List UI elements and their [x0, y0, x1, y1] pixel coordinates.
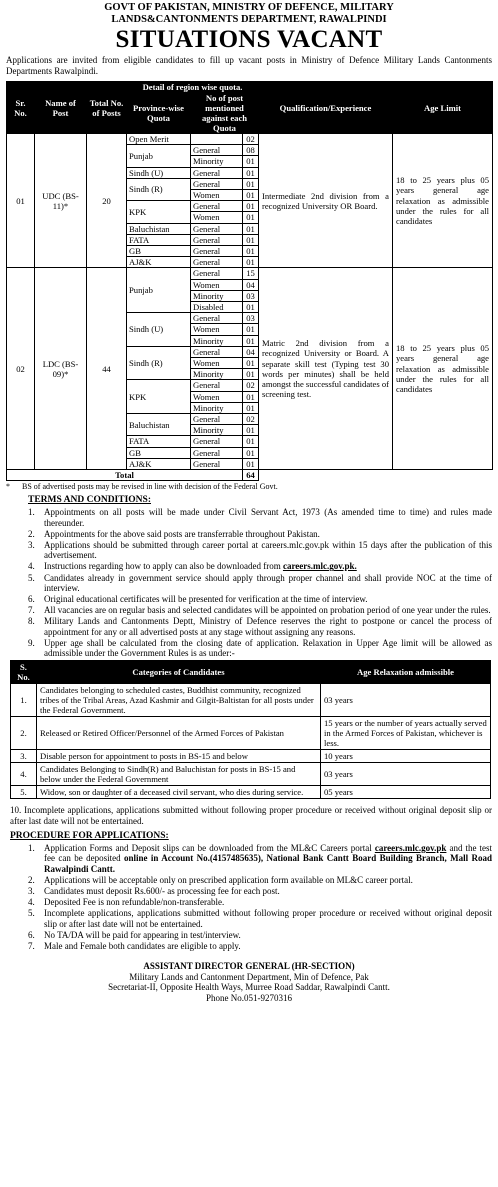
header-province: Province-wise Quota	[127, 93, 191, 134]
province-cell: FATA	[127, 436, 191, 447]
bank-account-details: online in Account No.(4157485635), National Bank Cantt Board Building Branch, Mall Road Rawalpindi Cantt.	[44, 853, 492, 874]
term-text	[44, 529, 492, 539]
term-text-main: Military Lands and Cantonments Deptt, Ministry of Defence reserves the right to postpone or cancel the process of appointment for any or all advertised posts at any stage without assigning any reasons.	[44, 616, 492, 637]
term-item	[28, 540, 492, 560]
quota-type-cell: General	[191, 414, 243, 425]
age-table-row	[11, 717, 491, 750]
quota-type-cell: Minority	[191, 425, 243, 436]
procedure-number: 2.	[28, 874, 35, 885]
quota-type-cell: Minority	[191, 402, 243, 413]
quota-type-cell: Women	[191, 279, 243, 290]
quota-type-cell: General	[191, 234, 243, 245]
procedure-text-main: Candidates must deposit Rs.600/- as processing fee for each post.	[44, 885, 280, 896]
term-number: 3.	[28, 539, 35, 550]
term-number: 2.	[28, 528, 35, 539]
footnote-mark: *	[6, 482, 10, 492]
term-item	[28, 605, 492, 615]
quota-count-cell: 01	[243, 257, 259, 268]
quota-type-cell: General	[191, 145, 243, 156]
quota-type-cell: General	[191, 223, 243, 234]
province-cell: Punjab	[127, 268, 191, 313]
procedure-text	[44, 843, 492, 874]
footnote	[6, 482, 492, 492]
age-row-relaxation: 05 years	[321, 786, 491, 799]
province-cell: GB	[127, 246, 191, 257]
qualification-cell: Intermediate 2nd division from a recognized University OR Board.	[259, 134, 393, 268]
post-sr: 02	[7, 268, 35, 470]
quota-type-cell: Minority	[191, 369, 243, 380]
quota-count-cell: 02	[243, 380, 259, 391]
term-text-main: Instructions regarding how to apply can also be downloaded from	[44, 561, 283, 572]
procedure-text	[44, 941, 492, 951]
age-header-category: Categories of Candidates	[37, 661, 321, 684]
quota-count-cell: 01	[243, 436, 259, 447]
term-number: 6.	[28, 593, 35, 604]
quota-count-cell: 01	[243, 190, 259, 201]
quota-count-cell: 15	[243, 268, 259, 279]
term-text	[44, 605, 492, 615]
age-row-sno: 4.	[11, 763, 37, 786]
post-name: UDC (BS-11)*	[35, 134, 87, 268]
term-text-main: Original educational certificates will be presented for verification at the time of interview.	[44, 593, 368, 604]
quota-count-cell: 01	[243, 391, 259, 402]
quota-type-cell: Minority	[191, 156, 243, 167]
procedure-item	[28, 908, 492, 928]
age-table-body	[11, 684, 491, 799]
quota-count-cell: 01	[243, 358, 259, 369]
age-relaxation-table	[10, 660, 491, 799]
age-row-sno: 5.	[11, 786, 37, 799]
quota-type-cell: Women	[191, 358, 243, 369]
term-text-main: Appointments on all posts will be made under Civil Servant Act, 1973 (As amended time to time) and rules made thereunder.	[44, 507, 492, 528]
procedure-text-cont: and the test fee can be deposited	[44, 843, 493, 864]
procedure-item	[28, 930, 492, 940]
header-age: Age Limit	[393, 82, 493, 134]
quota-type-cell: Women	[191, 391, 243, 402]
procedure-number: 6.	[28, 929, 35, 940]
quota-count-cell: 01	[243, 223, 259, 234]
term-number: 1.	[28, 507, 35, 518]
phone-line: Phone No.051-9270316	[206, 992, 292, 1003]
age-row-category: Candidates belonging to scheduled castes, Buddhist community, recognized tribes of the Tribal Areas, Azad Kashmir and Gilgit-Baltistan for all posts under the Federal Government.	[37, 684, 321, 717]
age-table-row	[11, 750, 491, 763]
quota-type-cell: General	[191, 346, 243, 357]
post-total: 20	[87, 134, 127, 268]
age-row-relaxation: 03 years	[321, 684, 491, 717]
quota-count-cell: 01	[243, 425, 259, 436]
quota-type-cell: General	[191, 178, 243, 189]
procedure-text	[44, 897, 492, 907]
quota-count-cell: 01	[243, 369, 259, 380]
province-cell: Open Merit	[127, 134, 191, 145]
quota-row	[7, 268, 493, 279]
term-text	[44, 616, 492, 636]
posts-table	[6, 81, 493, 481]
term-text	[44, 507, 492, 527]
province-cell: Sindh (U)	[127, 167, 191, 178]
procedure-number: 5.	[28, 908, 35, 919]
quota-count-cell: 01	[243, 201, 259, 212]
term-number: 7.	[28, 605, 35, 616]
intro-paragraph: Applications are invited from eligible candidates to fill up vacant posts in Ministry of Defence Military Lands Cantonments Departments Rawalpindi.	[6, 55, 492, 76]
province-cell: AJ&K	[127, 458, 191, 469]
term-text	[44, 561, 492, 571]
quota-count-cell: 04	[243, 346, 259, 357]
quota-type-cell: Women	[191, 212, 243, 223]
quota-count-cell: 01	[243, 246, 259, 257]
posts-table-body	[7, 134, 493, 470]
terms-list	[6, 507, 492, 658]
procedure-item	[28, 897, 492, 907]
total-row	[7, 470, 493, 481]
quota-type-cell: General	[191, 268, 243, 279]
term-item	[28, 594, 492, 604]
age-limit-cell: 18 to 25 years plus 05 years general age relaxation as admissible under the rules for all candidates	[393, 134, 493, 268]
procedure-list	[6, 843, 492, 951]
term-text	[44, 540, 492, 560]
term-item	[28, 573, 492, 593]
quota-type-cell: General	[191, 167, 243, 178]
term-number: 5.	[28, 572, 35, 583]
term-text-main: All vacancies are on regular basis and selected candidates will be appointed on probation period of one year under the rules.	[44, 605, 491, 616]
quota-type-cell: General	[191, 257, 243, 268]
age-table-row	[11, 684, 491, 717]
quota-count-cell: 01	[243, 447, 259, 458]
procedure-number: 7.	[28, 940, 35, 951]
address-line-2: Secretariat-II, Opposite Health Ways, Murree Road Saddar, Rawalpindi Cantt.	[108, 982, 390, 993]
quota-count-cell: 01	[243, 324, 259, 335]
age-row-category: Widow, son or daughter of a deceased civil servant, who dies during service.	[37, 786, 321, 799]
incomplete-applications-note: 10. Incomplete applications, applications submitted without following proper procedure or received without original deposit slip or after last date will not be entertained.	[10, 805, 492, 827]
header-detail: Detail of region wise quota.	[127, 82, 259, 93]
advertisement	[6, 0, 492, 1003]
province-cell: Baluchistan	[127, 223, 191, 234]
term-item	[28, 561, 492, 571]
quota-count-cell: 03	[243, 290, 259, 301]
quota-count-cell: 01	[243, 167, 259, 178]
quota-type-cell: Disabled	[191, 302, 243, 313]
quota-count-cell: 01	[243, 335, 259, 346]
term-text	[44, 594, 492, 604]
careers-portal-link[interactable]: careers.mlc.gov.pk.	[282, 561, 357, 572]
province-cell: Baluchistan	[127, 414, 191, 436]
total-value: 64	[243, 470, 259, 481]
procedure-item	[28, 875, 492, 885]
quota-type-cell: General	[191, 447, 243, 458]
term-number: 8.	[28, 616, 35, 627]
header-name: Name of Post	[35, 82, 87, 134]
footnote-text: BS of advertised posts may be revised in line with decision of the Federal Govt.	[22, 482, 278, 492]
term-item	[28, 529, 492, 539]
quota-count-cell: 01	[243, 178, 259, 189]
province-cell: Sindh (U)	[127, 313, 191, 347]
term-text	[44, 638, 492, 658]
age-row-sno: 1.	[11, 684, 37, 717]
quota-count-cell: 01	[243, 212, 259, 223]
quota-count-cell: 01	[243, 234, 259, 245]
procedure-title: PROCEDURE FOR APPLICATIONS:	[10, 831, 169, 842]
procedure-text	[44, 875, 492, 885]
quota-type-cell: General	[191, 380, 243, 391]
quota-count-cell: 01	[243, 156, 259, 167]
address-line-1: Military Lands and Cantonment Department, Min of Defence, Pak	[129, 971, 369, 982]
total-label: Total	[7, 470, 243, 481]
age-row-relaxation: 03 years	[321, 763, 491, 786]
province-cell: Punjab	[127, 145, 191, 167]
quota-type-cell: General	[191, 458, 243, 469]
age-row-category: Disable person for appointment to posts in BS-15 and below	[37, 750, 321, 763]
quota-count-cell: 08	[243, 145, 259, 156]
header-total: Total No. of Posts	[87, 82, 127, 134]
procedure-number: 4.	[28, 897, 35, 908]
quota-row	[7, 134, 493, 145]
procedure-item	[28, 843, 492, 874]
term-text-main: Candidates already in government service should apply through proper channel and shall provide NOC at the time of interview.	[44, 572, 492, 593]
quota-type-cell: General	[191, 313, 243, 324]
quota-count-cell: 03	[243, 313, 259, 324]
province-cell: KPK	[127, 201, 191, 223]
quota-type-cell: Women	[191, 190, 243, 201]
procedure-text-main: Applications will be acceptable only on prescribed application form available on ML&C career portal.	[44, 874, 413, 885]
header-sr: Sr. No.	[7, 82, 35, 134]
province-cell: Sindh (R)	[127, 346, 191, 380]
quota-type-cell: Minority	[191, 290, 243, 301]
province-cell: Sindh (R)	[127, 178, 191, 200]
header-mentioned: No of post mentioned against each Quota	[191, 93, 259, 134]
quota-type-cell: General	[191, 201, 243, 212]
post-total: 44	[87, 268, 127, 470]
province-cell: AJ&K	[127, 257, 191, 268]
province-cell: FATA	[127, 234, 191, 245]
procedure-text	[44, 886, 492, 896]
age-row-relaxation: 10 years	[321, 750, 491, 763]
province-cell: GB	[127, 447, 191, 458]
province-cell: KPK	[127, 380, 191, 414]
terms-title: TERMS AND CONDITIONS:	[28, 495, 151, 506]
post-name: LDC (BS-09)*	[35, 268, 87, 470]
header-qualification: Qualification/Experience	[259, 82, 393, 134]
age-table-row	[11, 786, 491, 799]
quota-type-cell: Women	[191, 324, 243, 335]
procedure-text	[44, 930, 492, 940]
procedure-text-main: No TA/DA will be paid for appearing in test/interview.	[44, 929, 241, 940]
banner-title: SITUATIONS VACANT	[115, 26, 383, 53]
age-row-sno: 2.	[11, 717, 37, 750]
quota-type-cell: Minority	[191, 335, 243, 346]
header-line-2: LANDS&CANTONMENTS DEPARTMENT, RAWALPINDI	[111, 14, 387, 25]
age-header-relaxation: Age Relaxation admissible	[321, 661, 491, 684]
quota-count-cell: 04	[243, 279, 259, 290]
signatory-title: ASSISTANT DIRECTOR GENERAL (HR-SECTION)	[143, 961, 355, 972]
age-header-sno: S. No.	[11, 661, 37, 684]
term-text-main: Applications should be submitted through career portal at careers.mlc.gov.pk within 15 days after the publication of this advertisement.	[44, 539, 492, 561]
procedure-item	[28, 941, 492, 951]
term-text-main: Appointments for the above said posts are transferrable throughout Pakistan.	[44, 528, 320, 539]
quota-count-cell: 02	[243, 134, 259, 145]
procedure-item	[28, 886, 492, 896]
term-text-main: Upper age shall be calculated from the closing date of application. Relaxation in Upper Age limit will be allowed as admissible under the Government Rules is as under:-	[44, 637, 492, 658]
term-item	[28, 507, 492, 527]
qualification-cell: Matric 2nd division from a recognized University or Board. A separate skill test (Typing test 30 words per minutes) shall be held amongst the successful candidates of screening test.	[259, 268, 393, 470]
quota-count-cell: 01	[243, 458, 259, 469]
quota-count-cell: 02	[243, 414, 259, 425]
age-table-row	[11, 763, 491, 786]
procedure-text-main: Male and Female both candidates are eligible to apply.	[44, 940, 241, 951]
term-item	[28, 616, 492, 636]
age-row-sno: 3.	[11, 750, 37, 763]
quota-type-cell: General	[191, 436, 243, 447]
signature-block	[6, 961, 492, 1003]
age-row-relaxation: 15 years or the number of years actually served in the Armed Forces of Pakistan, whichever is less.	[321, 717, 491, 750]
term-number: 4.	[28, 561, 35, 572]
age-row-category: Candidates Belonging to Sindh(R) and Baluchistan for posts in BS-15 and below under the Federal Government	[37, 763, 321, 786]
careers-portal-link[interactable]: careers.mlc.gov.pk	[374, 843, 447, 854]
term-number: 9.	[28, 637, 35, 648]
procedure-text	[44, 908, 492, 928]
term-text	[44, 573, 492, 593]
post-sr: 01	[7, 134, 35, 268]
quota-type-cell: General	[191, 246, 243, 257]
age-limit-cell: 18 to 25 years plus 05 years general age relaxation as admissible under the rules for all candidates	[393, 268, 493, 470]
procedure-text-main: Deposited Fee is non refundable/non-transferable.	[44, 897, 225, 908]
quota-count-cell: 01	[243, 402, 259, 413]
procedure-number: 3.	[28, 885, 35, 896]
quota-count-cell: 01	[243, 302, 259, 313]
procedure-text-main: Application Forms and Deposit slips can be downloaded from the ML&C Careers portal	[44, 843, 375, 854]
term-item	[28, 638, 492, 658]
quota-type-cell	[191, 134, 243, 145]
procedure-number: 1.	[28, 843, 35, 854]
age-row-category: Released or Retired Officer/Personnel of the Armed Forces of Pakistan	[37, 717, 321, 750]
header-line-1: GOVT OF PAKISTAN, MINISTRY OF DEFENCE, MILITARY	[104, 2, 394, 13]
procedure-text-main: Incomplete applications, applications submitted without following proper procedure or received without original deposit slip or after last date will not be entertained.	[44, 908, 492, 929]
